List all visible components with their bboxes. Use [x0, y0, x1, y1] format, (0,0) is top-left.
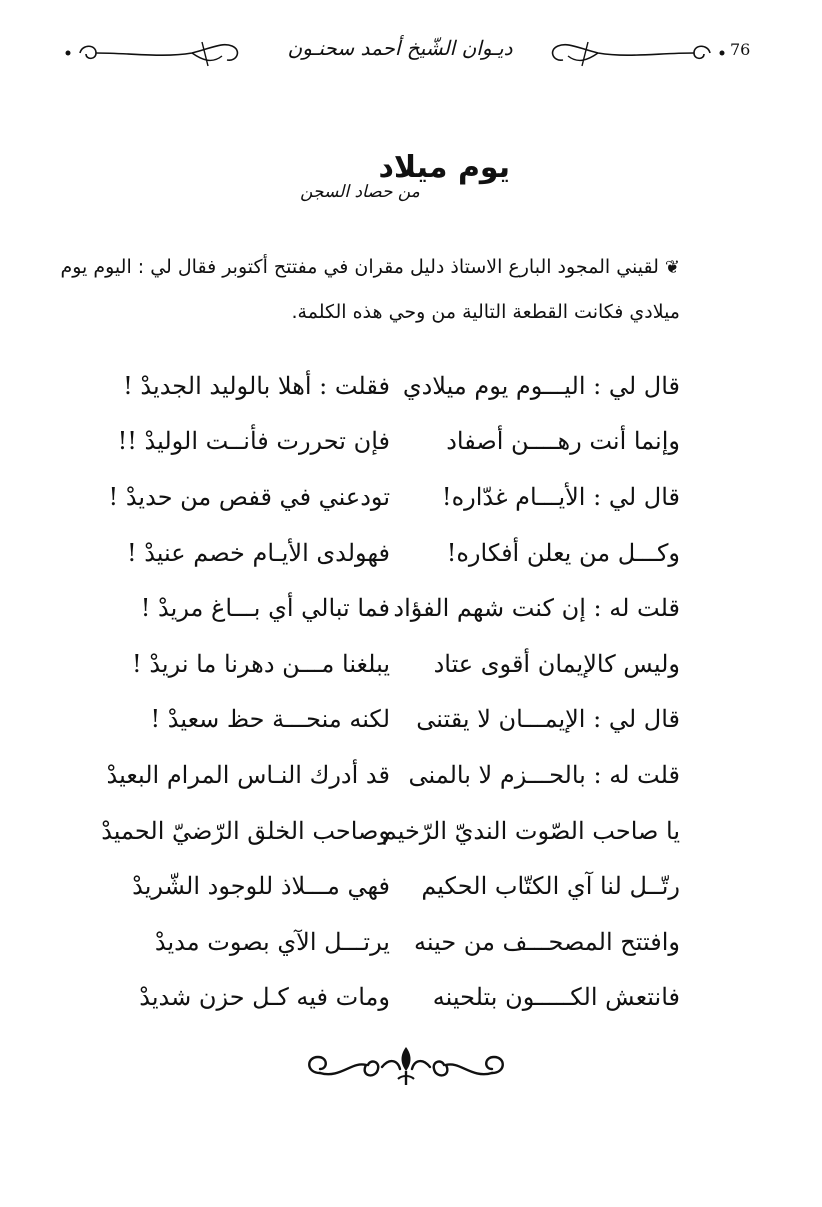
- verse-second-hemistich: قد أدرك النـاس المرام البعيدْ: [106, 760, 390, 789]
- closing-ornament-icon: [300, 1043, 512, 1089]
- intro-text: لقيني المجود البارع الاستاذ دليل مقران في مفتتح أكتوبر فقال لي : اليوم يوم ميلادي فكانت القطعة التالية من وحي هذه الكلمة.: [60, 256, 680, 323]
- verse-first-hemistich: قال لي : الإيمـــان لا يقتنى: [416, 705, 680, 734]
- verse-second-hemistich: وصاحب الخلق الرّضيّ الحميدْ: [101, 816, 390, 845]
- verse-second-hemistich: فقلت : أهلا بالوليد الجديدْ !: [123, 371, 390, 400]
- verse-first-hemistich: رتّــل لنا آي الكتّاب الحكيم: [421, 872, 680, 901]
- verse-second-hemistich: يبلغنا مـــن دهرنا ما نريدْ !: [132, 649, 390, 678]
- verse: [130, 914, 680, 970]
- verse-first-hemistich: قال لي : الأيـــام غدّاره!: [441, 482, 680, 511]
- left-flourish-icon: [62, 36, 252, 70]
- verse-first-hemistich: وليس كالإيمان أقوى عتاد: [433, 649, 680, 678]
- verse: [106, 747, 680, 803]
- verse: [130, 692, 680, 748]
- verse: [123, 358, 680, 414]
- right-flourish-icon: [538, 36, 728, 70]
- verse-second-hemistich: فهي مـــلاذ للوجود الشّريدْ: [132, 872, 390, 901]
- verse-first-hemistich: قلت له : إن كنت شهم الفؤاد: [393, 594, 680, 623]
- verse-first-hemistich: فانتعش الكـــــون بتلحينه: [432, 983, 680, 1012]
- verse-second-hemistich: تودعني في قفص من حديدْ !: [108, 482, 390, 511]
- verse: [130, 580, 680, 636]
- page-number: 76: [730, 40, 751, 59]
- verse-second-hemistich: يرتـــل الآي بصوت مديدْ: [154, 927, 390, 956]
- verse: [108, 469, 680, 525]
- verse-second-hemistich: لكنه منحـــة حظ سعيدْ !: [150, 705, 390, 734]
- verse: [130, 970, 680, 1026]
- verse-first-hemistich: قلت له : بالحـــزم لا بالمنى: [408, 760, 680, 789]
- verse-second-hemistich: فهولدى الأيـام خصم عنيدْ !: [126, 538, 390, 567]
- verse: [130, 636, 680, 692]
- verse-second-hemistich: فما تبالي أي بـــاغ مريدْ !: [140, 594, 390, 623]
- poem-title: يوم ميلاد: [378, 150, 510, 185]
- verse: [126, 525, 680, 581]
- poem-subtitle: من حصاد السجن: [300, 182, 420, 202]
- verse-first-hemistich: وافتتح المصحـــف من حينه: [413, 927, 680, 956]
- verse-first-hemistich: يا صاحب الصّوت النديّ الرّخيم: [381, 816, 680, 845]
- verse: [117, 414, 680, 470]
- verse-second-hemistich: ومات فيه كـل حزن شديدْ: [139, 983, 390, 1012]
- verse: [101, 803, 680, 859]
- running-header: [0, 28, 822, 72]
- verse-first-hemistich: وإنما أنت رهــــن أصفاد: [446, 427, 680, 456]
- intro-paragraph: [60, 245, 680, 334]
- poem-verses: [101, 358, 680, 1025]
- running-title: ديـوان الشّيخ أحمد سحنـون: [287, 36, 513, 60]
- verse-second-hemistich: فإن تحررت فأنــت الوليدْ !!: [117, 427, 390, 456]
- paragraph-mark-icon: ❦: [664, 257, 680, 278]
- verse-first-hemistich: قال لي : اليـــوم يوم ميلادي: [402, 371, 680, 400]
- verse: [130, 858, 680, 914]
- verse-first-hemistich: وكـــل من يعلن أفكاره!: [446, 538, 680, 567]
